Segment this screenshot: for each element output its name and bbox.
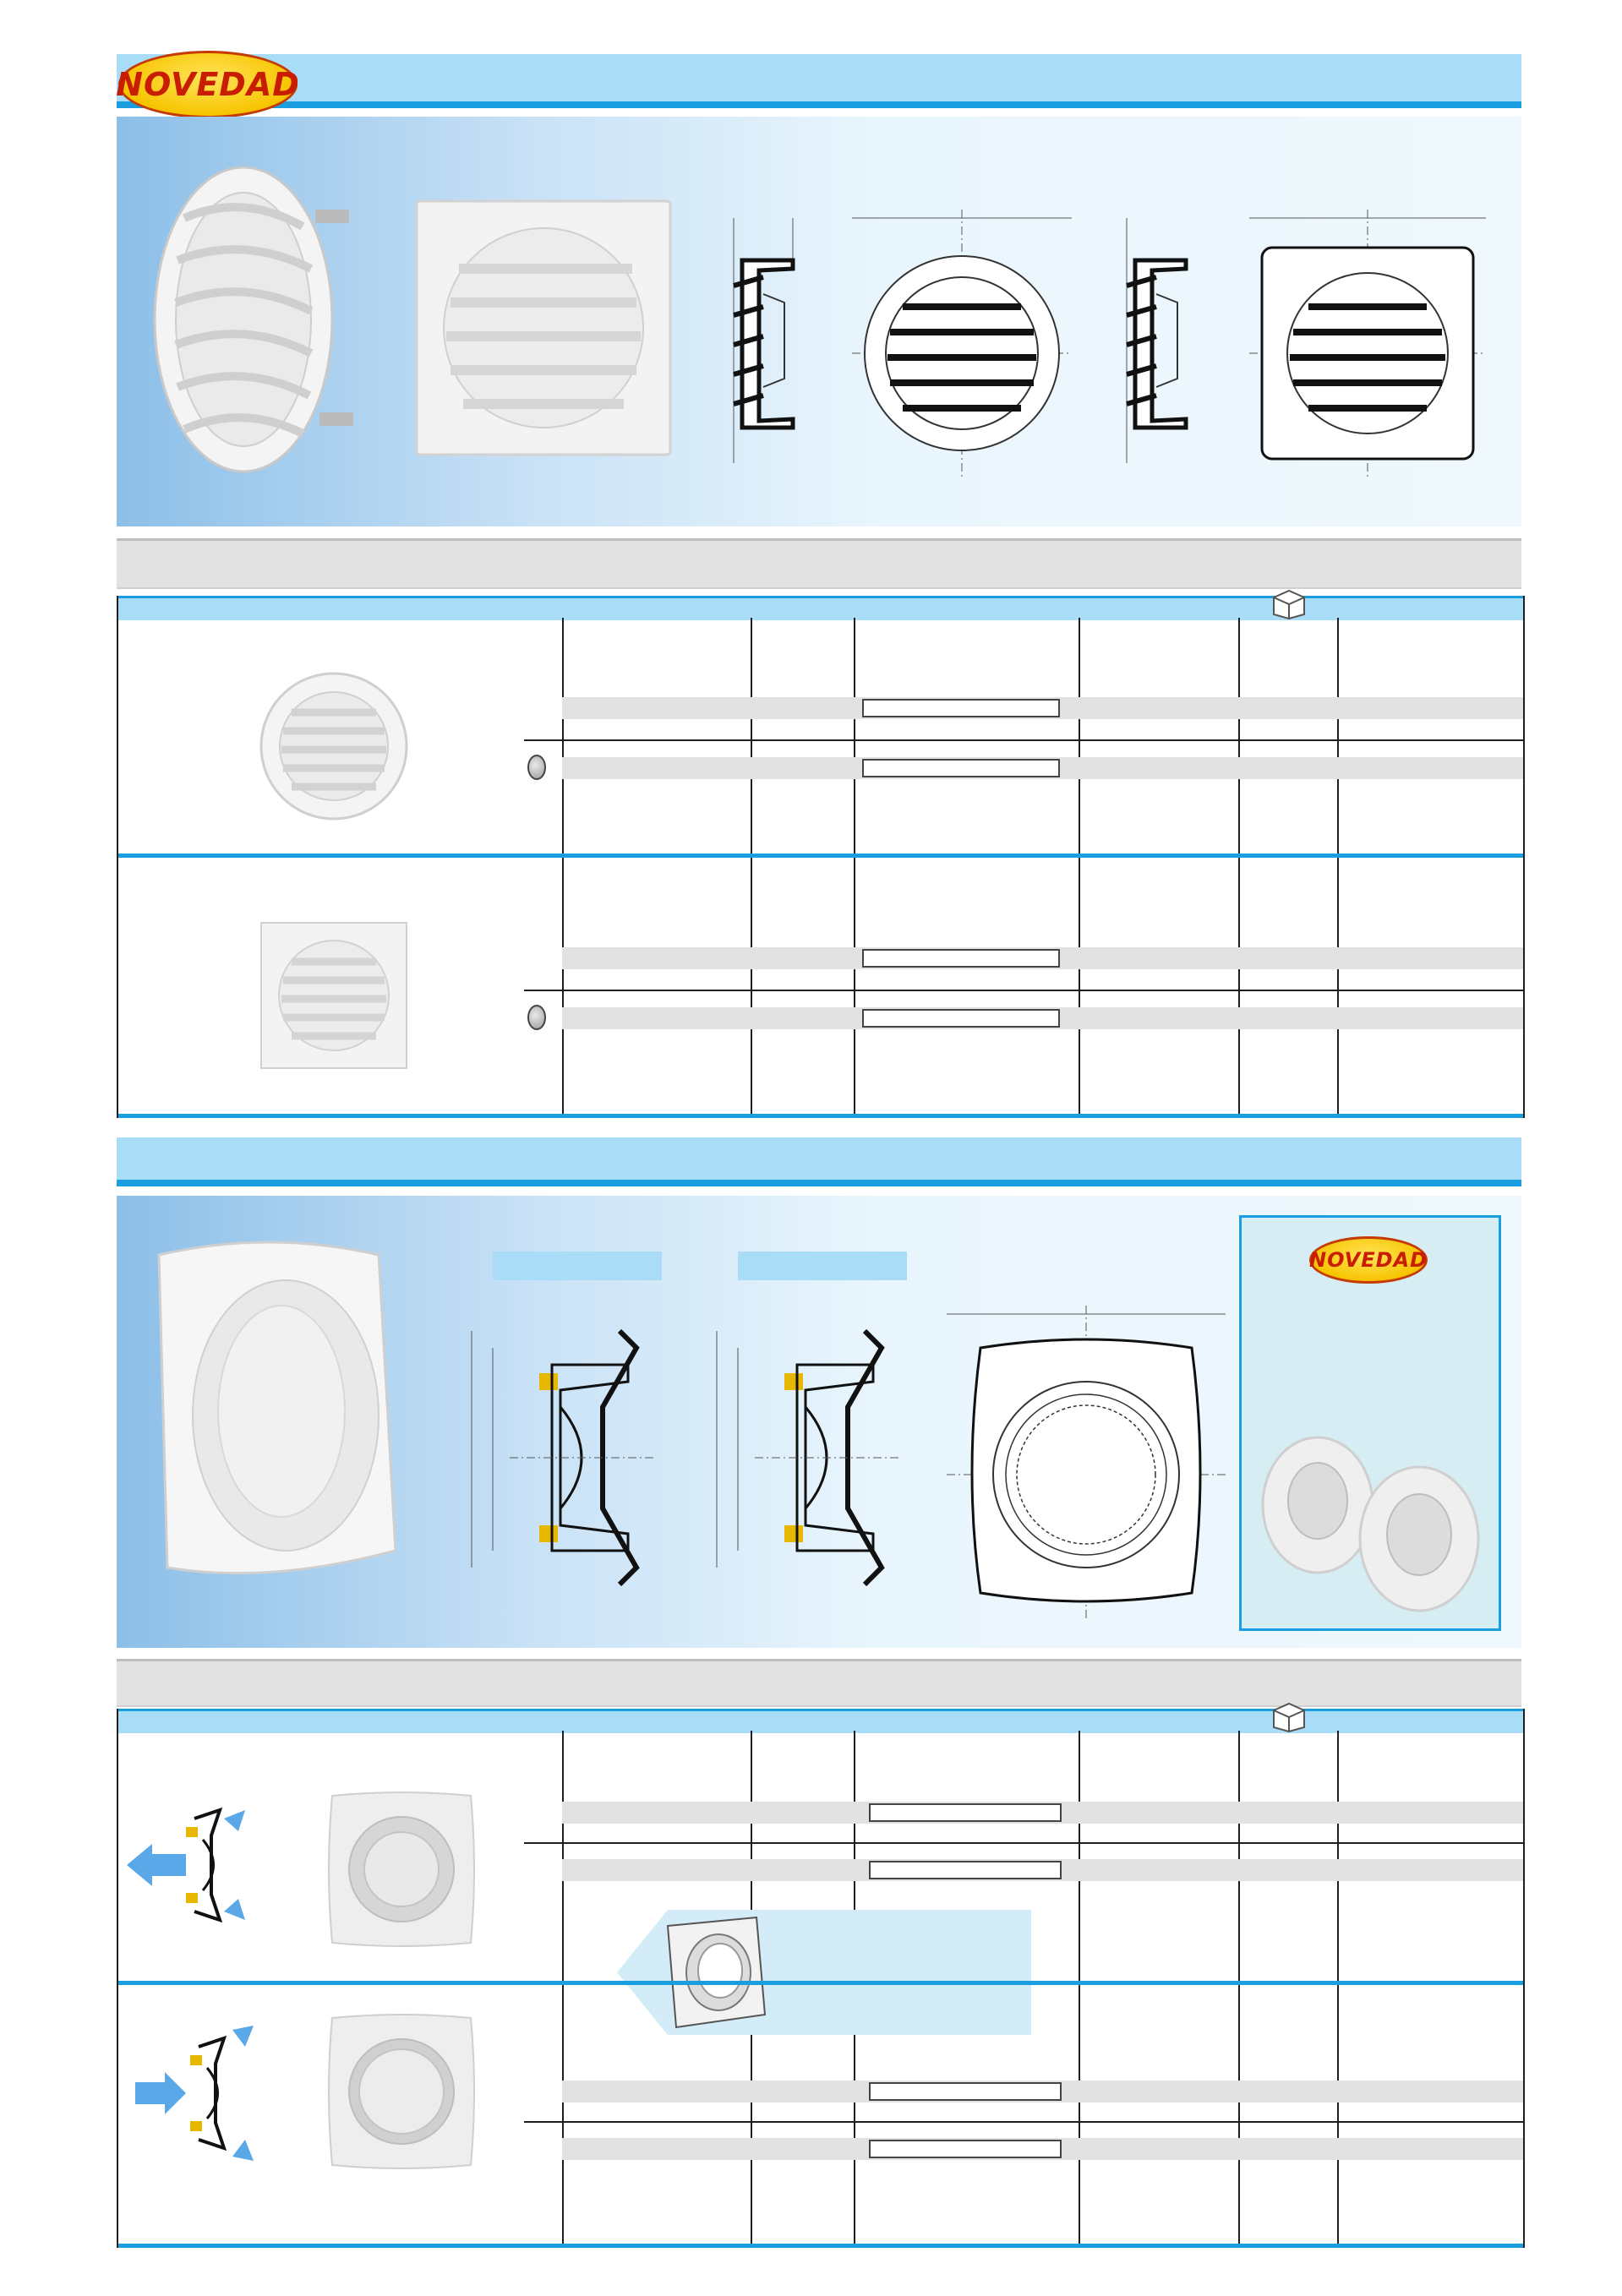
box-icon [1270,589,1308,619]
round-grille-photo [150,159,370,480]
section1-product-table [117,596,1525,1118]
square-grille-section-drawing [1118,218,1211,463]
oval-marker-icon [527,755,546,780]
novedad-badge: NOVEDAD [118,51,298,118]
diffuser-section-drawing-1 [459,1314,653,1618]
square-diffuser-supply-photo [325,2011,478,2172]
diffuser-front-drawing [947,1306,1226,1618]
round-grille-section-drawing [725,218,818,463]
box-icon [1270,1702,1308,1732]
square-diffuser-photo [142,1230,396,1601]
diagram-label-2 [738,1252,907,1280]
extract-airflow-diagram [127,1793,245,1937]
section1-hero [117,117,1521,526]
supply-airflow-diagram [127,2021,254,2165]
section1-title-bar [117,54,1521,108]
section2-product-table [117,1709,1525,2248]
oval-marker-icon [527,1005,546,1030]
novedad-badge-small: NOVEDAD [1309,1236,1428,1284]
section1-grey-bar [117,538,1521,589]
novedad-inset-panel [1239,1215,1501,1631]
square-grille-product-photo [258,919,410,1072]
diffuser-section-drawing-2 [704,1314,898,1618]
square-grille-front-drawing [1249,210,1486,480]
square-grille-photo [412,197,674,459]
round-grille-front-drawing [852,210,1072,480]
square-diffuser-extract-photo [325,1789,478,1950]
mounting-frame-photo [659,1913,769,2031]
diagram-label-1 [493,1252,662,1280]
section2-grey-bar [117,1659,1521,1707]
section2-hero [117,1196,1521,1648]
round-grille-product-photo [258,670,410,822]
section2-title-bar [117,1137,1521,1186]
table2-header [118,1709,1523,1733]
round-diffuser-photo [1250,1429,1495,1615]
table1-header [118,596,1523,620]
